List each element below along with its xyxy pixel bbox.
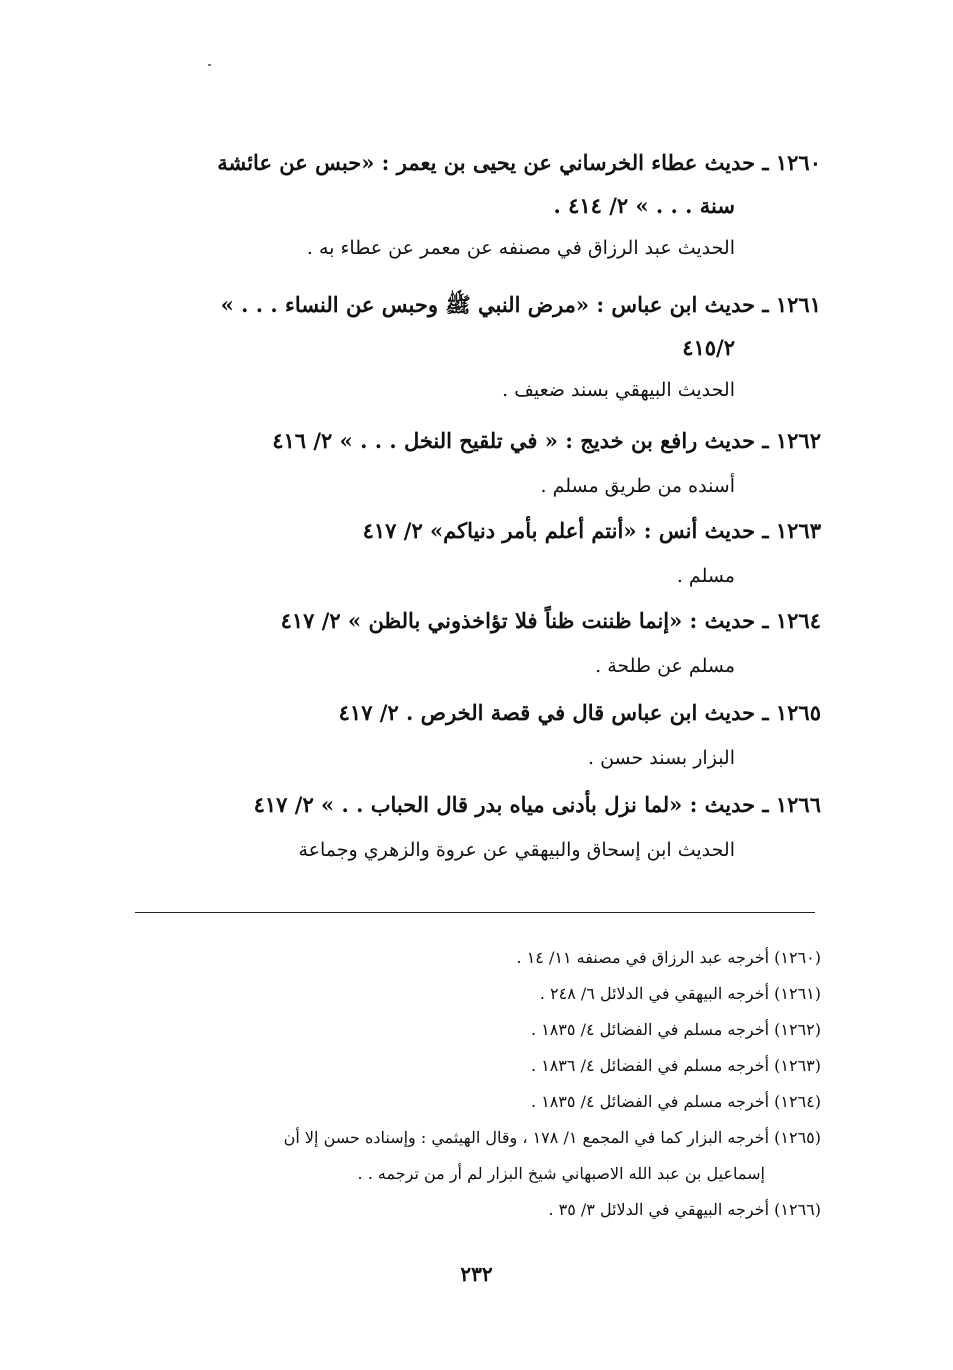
entry-source-note: مسلم عن طلحة . — [595, 655, 735, 677]
entry-source-note: مسلم . — [676, 565, 735, 587]
footnote-1260: (١٢٦٠) أخرجه عبد الرزاق في مصنفه ١١/ ١٤ . — [516, 948, 821, 967]
entry-heading-continuation: ٤١٥/٢ — [682, 335, 735, 360]
entry-heading: ١٢٦٦ ـ حديث : «لما نزل بأدنى مياه بدر قال الحباب . . » ٢/ ٤١٧ — [253, 792, 821, 817]
page-speck — [208, 64, 211, 66]
footnote-1261: (١٢٦١) أخرجه البيهقي في الدلائل ٦/ ٢٤٨ . — [539, 984, 821, 1003]
entry-source-note: الحديث عبد الرزاق في مصنفه عن معمر عن عطاء به . — [306, 237, 735, 259]
entry-heading: ١٢٦٥ ـ حديث ابن عباس قال في قصة الخرص . ٢/ ٤١٧ — [338, 700, 821, 725]
page-number: ٢٣٢ — [460, 1262, 493, 1286]
entry-source-note: الحديث البيهقي بسند ضعيف . — [502, 379, 735, 401]
entry-source-note: البزار بسند حسن . — [588, 747, 735, 769]
entry-heading: ١٢٦١ ـ حديث ابن عباس : «مرض النبي ﷺ وحبس عن النساء . . . » — [220, 292, 821, 317]
footnote-1265-continuation: إسماعيل بن عبد الله الاصبهاني شيخ البزار لم أر من ترجمه . . — [357, 1164, 765, 1183]
hadith-entry-1266 — [254, 782, 821, 872]
entry-heading: ١٢٦٢ ـ حديث رافع بن خديج : « في تلقيح النخل . . . » ٢/ ٤١٦ — [272, 428, 821, 453]
hadith-entry-1261 — [221, 282, 821, 412]
hadith-entry-1260 — [217, 140, 821, 270]
footnote-1262: (١٢٦٢) أخرجه مسلم في الفضائل ٤/ ١٨٣٥ . — [530, 1020, 821, 1039]
entry-heading-continuation: سنة . . . » ٢/ ٤١٤ . — [553, 193, 735, 218]
entry-heading: ١٢٦٤ ـ حديث : «إنما ظننت ظناً فلا تؤاخذوني بالظن » ٢/ ٤١٧ — [280, 608, 821, 633]
hadith-entry-1265 — [339, 690, 821, 780]
footnote-divider — [135, 912, 815, 913]
footnote-1264: (١٢٦٤) أخرجه مسلم في الفضائل ٤/ ١٨٣٥ . — [530, 1092, 821, 1111]
entry-source-note: أسنده من طريق مسلم . — [540, 475, 735, 497]
footnote-1263: (١٢٦٣) أخرجه مسلم في الفضائل ٤/ ١٨٣٦ . — [530, 1056, 821, 1075]
entry-heading: ١٢٦٠ ـ حديث عطاء الخرساني عن يحيى بن يعمر : «حبس عن عائشة — [217, 150, 821, 175]
hadith-entry-1263 — [363, 508, 821, 598]
footnote-1265: (١٢٦٥) أخرجه البزار كما في المجمع ١/ ١٧٨ ، وقال الهيثمي : وإسناده حسن إلا أن — [283, 1128, 821, 1147]
entry-source-note: الحديث ابن إسحاق والبيهقي عن عروة والزهري وجماعة — [298, 839, 735, 861]
hadith-entry-1264 — [281, 598, 821, 688]
footnotes — [284, 940, 821, 1228]
entry-heading: ١٢٦٣ ـ حديث أنس : «أنتم أعلم بأمر دنياكم» ٢/ ٤١٧ — [362, 518, 821, 543]
hadith-entry-1262 — [272, 418, 821, 508]
footnote-1266: (١٢٦٦) أخرجه البيهقي في الدلائل ٣/ ٣٥ . — [548, 1200, 821, 1219]
